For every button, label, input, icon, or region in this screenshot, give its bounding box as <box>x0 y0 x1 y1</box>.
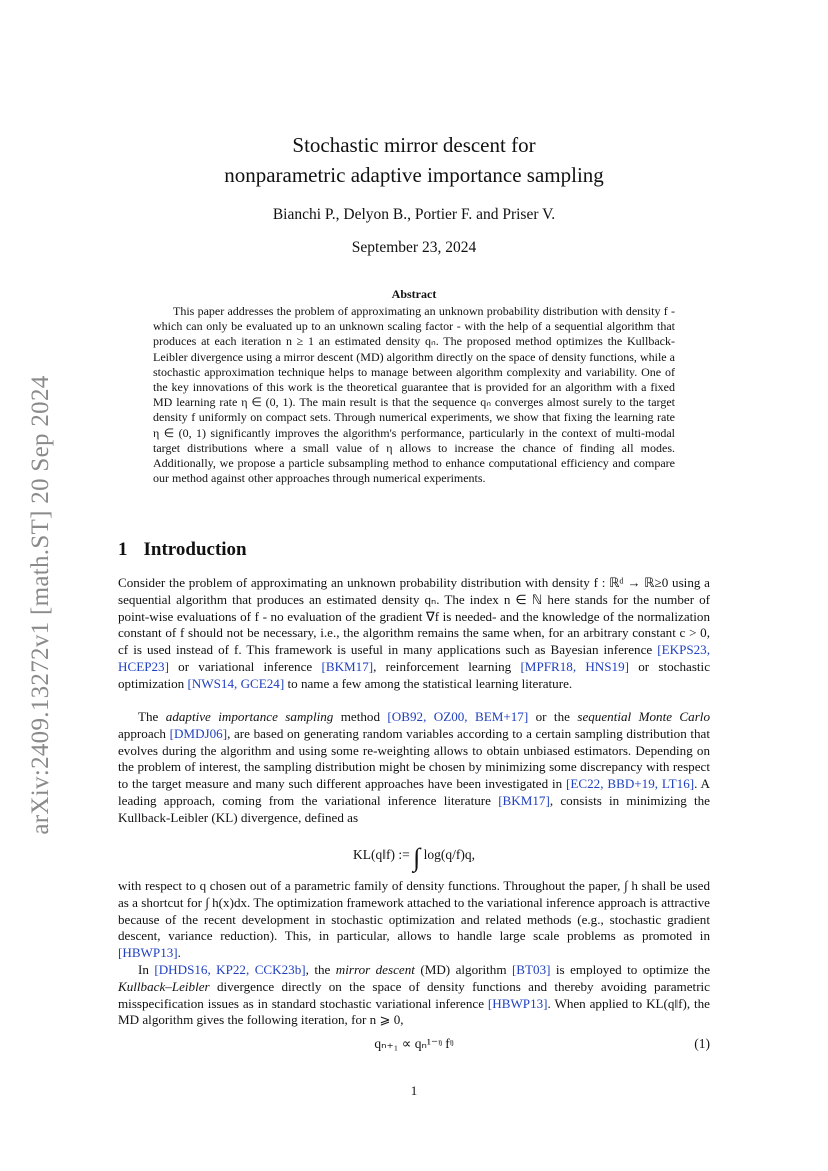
citation-link[interactable]: [OB92, OZ00, BEM+17] <box>387 709 529 724</box>
section-number: 1 <box>118 539 128 560</box>
integral-symbol: ∫ <box>413 843 421 872</box>
abstract-text: This paper addresses the problem of approximating an unknown probability distribution with density f - which can only be evaluated up to an unknown scaling factor - with the help of a sequential algorithm that produces at each iteration n ≥ 1 an estimated density qₙ. The proposed method optimizes the Kullback-Leibler divergence using a mirror descent (MD) algorithm directly on the space of density functions, while a stochastic approximation technique helps to manage between algorithm complexity and variability. One of the key innovations of this work is the theoretical guarantee that is provided for an algorithm with a fixed MD learning rate η ∈ (0, 1). The main result is that the sequence qₙ converges almost surely to the target density f uniformly on compact sets. Through numerical experiments, we show that fixing the learning rate η ∈ (0, 1) significantly improves the algorithm's performance, particularly in the context of multi-modal target distributions where a small value of η allows to increase the chance of finding all modes. Additionally, we propose a particle subsampling method to enhance computational efficiency and compare our method against other approaches through numerical experiments. <box>153 304 675 486</box>
arxiv-identifier[interactable]: arXiv:2409.13272v1 [math.ST] 20 Sep 2024 <box>27 375 54 835</box>
section-title: Introduction <box>143 539 247 560</box>
emphasis-text: adaptive importance sampling <box>165 709 334 724</box>
intro-paragraph-4: In [DHDS16, KP22, CCK23b], the mirror descent (MD) algorithm [BT03] is employed to optimize the Kullback–Leibler divergence directly on the space of density functions and thereby avoiding parametric misspecification issues as in standard stochastic variational inference [HBWP13]. When applied to KL(q‖f), the MD algorithm gives the following iteration, for n ⩾ 0, <box>118 962 711 1028</box>
publication-date: September 23, 2024 <box>351 239 477 256</box>
author-list: Bianchi P., Delyon B., Portier F. and Priser V. <box>272 206 556 223</box>
citation-link[interactable]: [BKM17] <box>498 792 550 808</box>
emphasis-text: sequential Monte Carlo <box>577 709 710 724</box>
citation-link[interactable]: [DMDJ06] <box>169 725 228 741</box>
equation-body: qₙ₊₁ ∝ qₙ¹⁻ᵑ fᵑ <box>374 1036 454 1051</box>
intro-paragraph-2: The adaptive importance sampling method [OB92, OZ00, BEM+17] or the sequential Monte Carlo approach [DMDJ06], are based on generating random variables according to a certain sampling distribution that evolves during the algorithm and using some re-weighting allows to obtain unbiased estimators. Depending on the problem of interest, the sampling distribution might be chosen by minimizing some discrepancy with respect to the target measure and many such different approaches have been investigated in [EC22, BBD+19, LT16]. A leading approach, coming from the variational inference literature [BKM17], consists in minimizing the Kullback-Leibler (KL) divergence, defined as <box>118 709 710 825</box>
title-line-1: Stochastic mirror descent for <box>292 133 536 157</box>
equation-number: (1) <box>694 1036 710 1051</box>
arxiv-side-stamp <box>21 350 61 860</box>
paper-title <box>150 130 678 190</box>
abstract-heading: Abstract <box>391 287 437 301</box>
citation-link[interactable]: [NWS14, GCE24] <box>187 675 285 691</box>
title-line-2: nonparametric adaptive importance sampling <box>224 163 604 187</box>
intro-paragraph-3: with respect to q chosen out of a parametric family of density functions. Throughout the paper, ∫ h shall be used as a shortcut for ∫ h(x)dx. The optimization framework attached to the variational inference approach is attractive because of the recent development in stochastic optimization and related methods (e.g., stochastic gradient descent, variance reduction). This, in particular, allows to handle large scale problems as promoted in [HBWP13]. <box>118 878 710 961</box>
citation-link[interactable]: [HBWP13] <box>487 995 548 1011</box>
citation-link[interactable]: [HBWP13] <box>118 945 178 961</box>
citation-link[interactable]: [DHDS16, KP22, CCK23b] <box>154 962 306 977</box>
citation-link[interactable]: [EKPS23, HCEP23] <box>118 642 710 674</box>
mirror-descent-equation <box>118 1036 710 1052</box>
emphasis-text: mirror descent <box>335 962 415 977</box>
section-heading <box>118 539 247 561</box>
intro-paragraph-1: Consider the problem of approximating an unknown probability distribution with density f : ℝᵈ → ℝ≥0 using a sequential algorithm that produces an estimated density qₙ. The index n ∈ ℕ here stands for the number of point-wise evaluations of f - no evaluation of the gradient ∇f is needed- and the knowledge of the normalization constant of f should not be necessary, i.e., the algorithm remains the same when, for an arbitrary constant c > 0, cf is used instead of f. This framework is useful in many applications such as Bayesian inference [EKPS23, HCEP23] or variational inference [BKM17], reinforcement learning [MPFR18, HNS19] or stochastic optimization [NWS14, GCE24] to name a few among the statistical learning literature. <box>118 575 711 691</box>
kl-divergence-equation: KL(q‖f) := ∫ log(q/f)q, <box>352 843 475 872</box>
emphasis-text: Kullback–Leibler <box>118 978 210 994</box>
citation-link[interactable]: [MPFR18, HNS19] <box>520 658 629 674</box>
citation-link[interactable]: [EC22, BBD+19, LT16] <box>566 776 695 792</box>
citation-link[interactable]: [BKM17] <box>321 658 374 674</box>
citation-link[interactable]: [BT03] <box>511 962 551 977</box>
page-number: 1 <box>410 1083 418 1098</box>
